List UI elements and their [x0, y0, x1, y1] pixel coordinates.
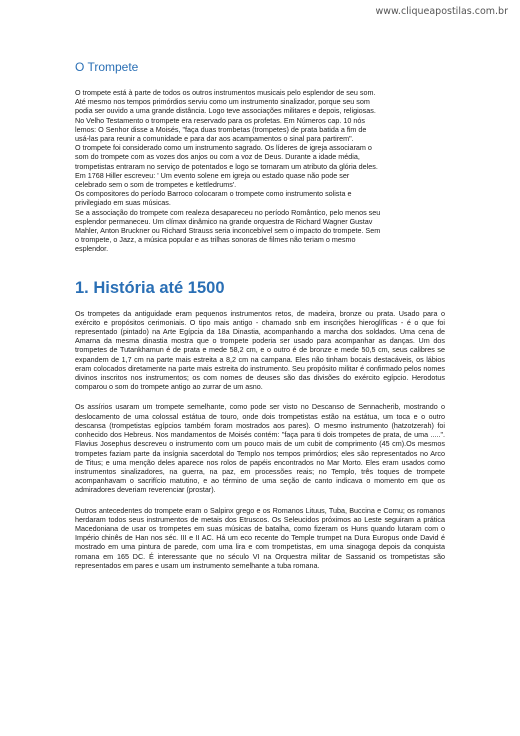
intro-line: Mahler, Anton Bruckner ou Richard Strauss seria inconcebível sem o impacto do trompete. Sem — [75, 226, 381, 236]
intro-line: usá-las para reunir a comunidade e para dar aos acampamentos o sinal para partirem". — [75, 134, 354, 144]
intro-line: Se a associação do trompete com realeza desapareceu no período Romântico, pelo menos seu — [75, 207, 381, 217]
history-paragraph-1: Os trompetes da antiguidade eram pequenos instrumentos retos, de madeira, bronze ou prata. Usado para o exército e propósitos cerimoniais. O tipo mais antigo - chamado snb em inscrições hieroglíficas - é o que foi representado (pintado) na Arte Egípcia da 18a Dinastia, acompanhando a marcha dos soldados. Uma cena de Amarna da mesma dinastia mostra que o trompete poderia ser usado para acompanhar as danças. Um dos trompetes de Tutankhamun é de prata e mede 58,2 cm, e o outro é de bronze e mede 50,5 cm, seus calibres se expandem de 1,7 cm na parte mais estreita a 8,2 cm na campana. Eles não tinham bocais destacáveis, os lábios eram colocados diretamente na parte mais estreita do instrumento. Seu propósito militar é confirmado pelos nomes divinos inscritos nos instrumentos; os com nomes de deuses são das divisões do exército egípcio. Herodotus comparou o som do trompete antigo ao zurrar de um asno. — [75, 308, 445, 392]
intro-line: Até mesmo nos tempos primórdios serviu como um instrumento sinalizador, porque seu som — [75, 97, 370, 107]
intro-line: esplendor permaneceu. Um clímax dinâmico na grande orquestra de Richard Wagner Gustav — [75, 216, 373, 226]
intro-line: privilegiado em suas músicas. — [75, 198, 171, 208]
intro-line: O trompete está à parte de todos os outros instrumentos musicais pelo esplendor de seu som. — [75, 88, 376, 97]
intro-line: celebrado sem o som de trompetes e kettledrums'. — [75, 180, 237, 190]
intro-line: No Velho Testamento o trompete era reservado para os profetas. Em Números cap. 10 nós — [75, 115, 365, 125]
history-paragraph-2: Os assírios usaram um trompete semelhante, como pode ser visto no Descanso de Sennacherib, mostrando o deslocamento de uma colossal estátua de touro, onde dois trompetistas estão na estátua, um toca e o outro descansa (trompetistas egípcios também foram mostrados aos pares). O mesmo instrumento (hatzotzerah) foi conhecido dos Hebreus. Nos mandamentos de Moisés contém: "faça para ti dois trompetes de prata, de uma .....". Flavius Josephus descreveu o instrumento com um pouco mais de um cubit de comprimento (45 cm).Os mesmos trompetes faziam parte da insígnia sacerdotal do Templo nos tempos primórdios; eles são representados no Arco de Titus; e uma menção deles aparece nos rolos de papéis encontrados no Mar Morto. Eles eram usados como instrumentos sinalizadores, na guerra, na paz, em processões reais; no Templo, três toques de trompete acompanhavam o sacrifício matutino, e ao término de uma seção de canto indicava o momento em que os admiradores deveriam reverenciar (prostar). — [75, 402, 445, 495]
intro-text — [75, 88, 445, 254]
section-heading: 1. História até 1500 — [75, 278, 225, 297]
intro-line: o trompete, o Jazz, a música popular e as trilhas sonoras de filmes não teriam o mesmo — [75, 235, 356, 245]
intro-line: Os compositores do período Barroco colocaram o trompete como instrumento solista e — [75, 189, 352, 199]
intro-title: O Trompete — [75, 60, 139, 74]
intro-line: O trompete foi considerado como um instrumento sagrado. Os líderes de igreja associaram o — [75, 143, 372, 153]
intro-line: trompetistas entraram no serviço de potentados e logo se tornaram um atributo da glória deles. — [75, 161, 378, 171]
intro-line: esplendor. — [75, 244, 109, 254]
intro-line: som do trompete com as vozes dos anjos ou com a voz de Deus. Durante a idade média, — [75, 152, 360, 162]
document-page — [75, 60, 445, 570]
site-url[interactable]: www.cliqueapostilas.com.br — [375, 6, 508, 17]
history-paragraph-3: Outros antecedentes do trompete eram o Salpinx grego e os Romanos Lituus, Tuba, Buccina e Cornu; os romanos herdaram todos seus instrumentos de metais dos Etruscos. Os Seleucidos próximos ao Leste seguiram a prática Macedoniana de usar os trompetes em suas músicas de batalha, como fizeram os Huns quando lutaram com o Império chinês de Han nos séc. III e II AC. Há um eco recente do Temple trumpet na Dura Europus onde David é mostrado em uma pintura de parede, com uma lira e com trompetistas, em uma sinagoga depois da conquista romana em 165 DC. É interessante que no século VI na Orquestra militar de Sassanid os trompetistas são representados em pares e usam um instrumento semelhante a tuba romana. — [75, 505, 445, 570]
intro-line: lemos: O Senhor disse a Moisés, "faça duas trombetas (trompetes) de prata batida a fim de — [75, 124, 367, 134]
intro-line: Em 1768 Hiller escreveu: ' Um evento solene em igreja ou estado quase não pode ser — [75, 170, 350, 180]
intro-line: podia ser ouvido a uma grande distância. Logo teve associações militares e depois, religiosas. — [75, 106, 376, 116]
